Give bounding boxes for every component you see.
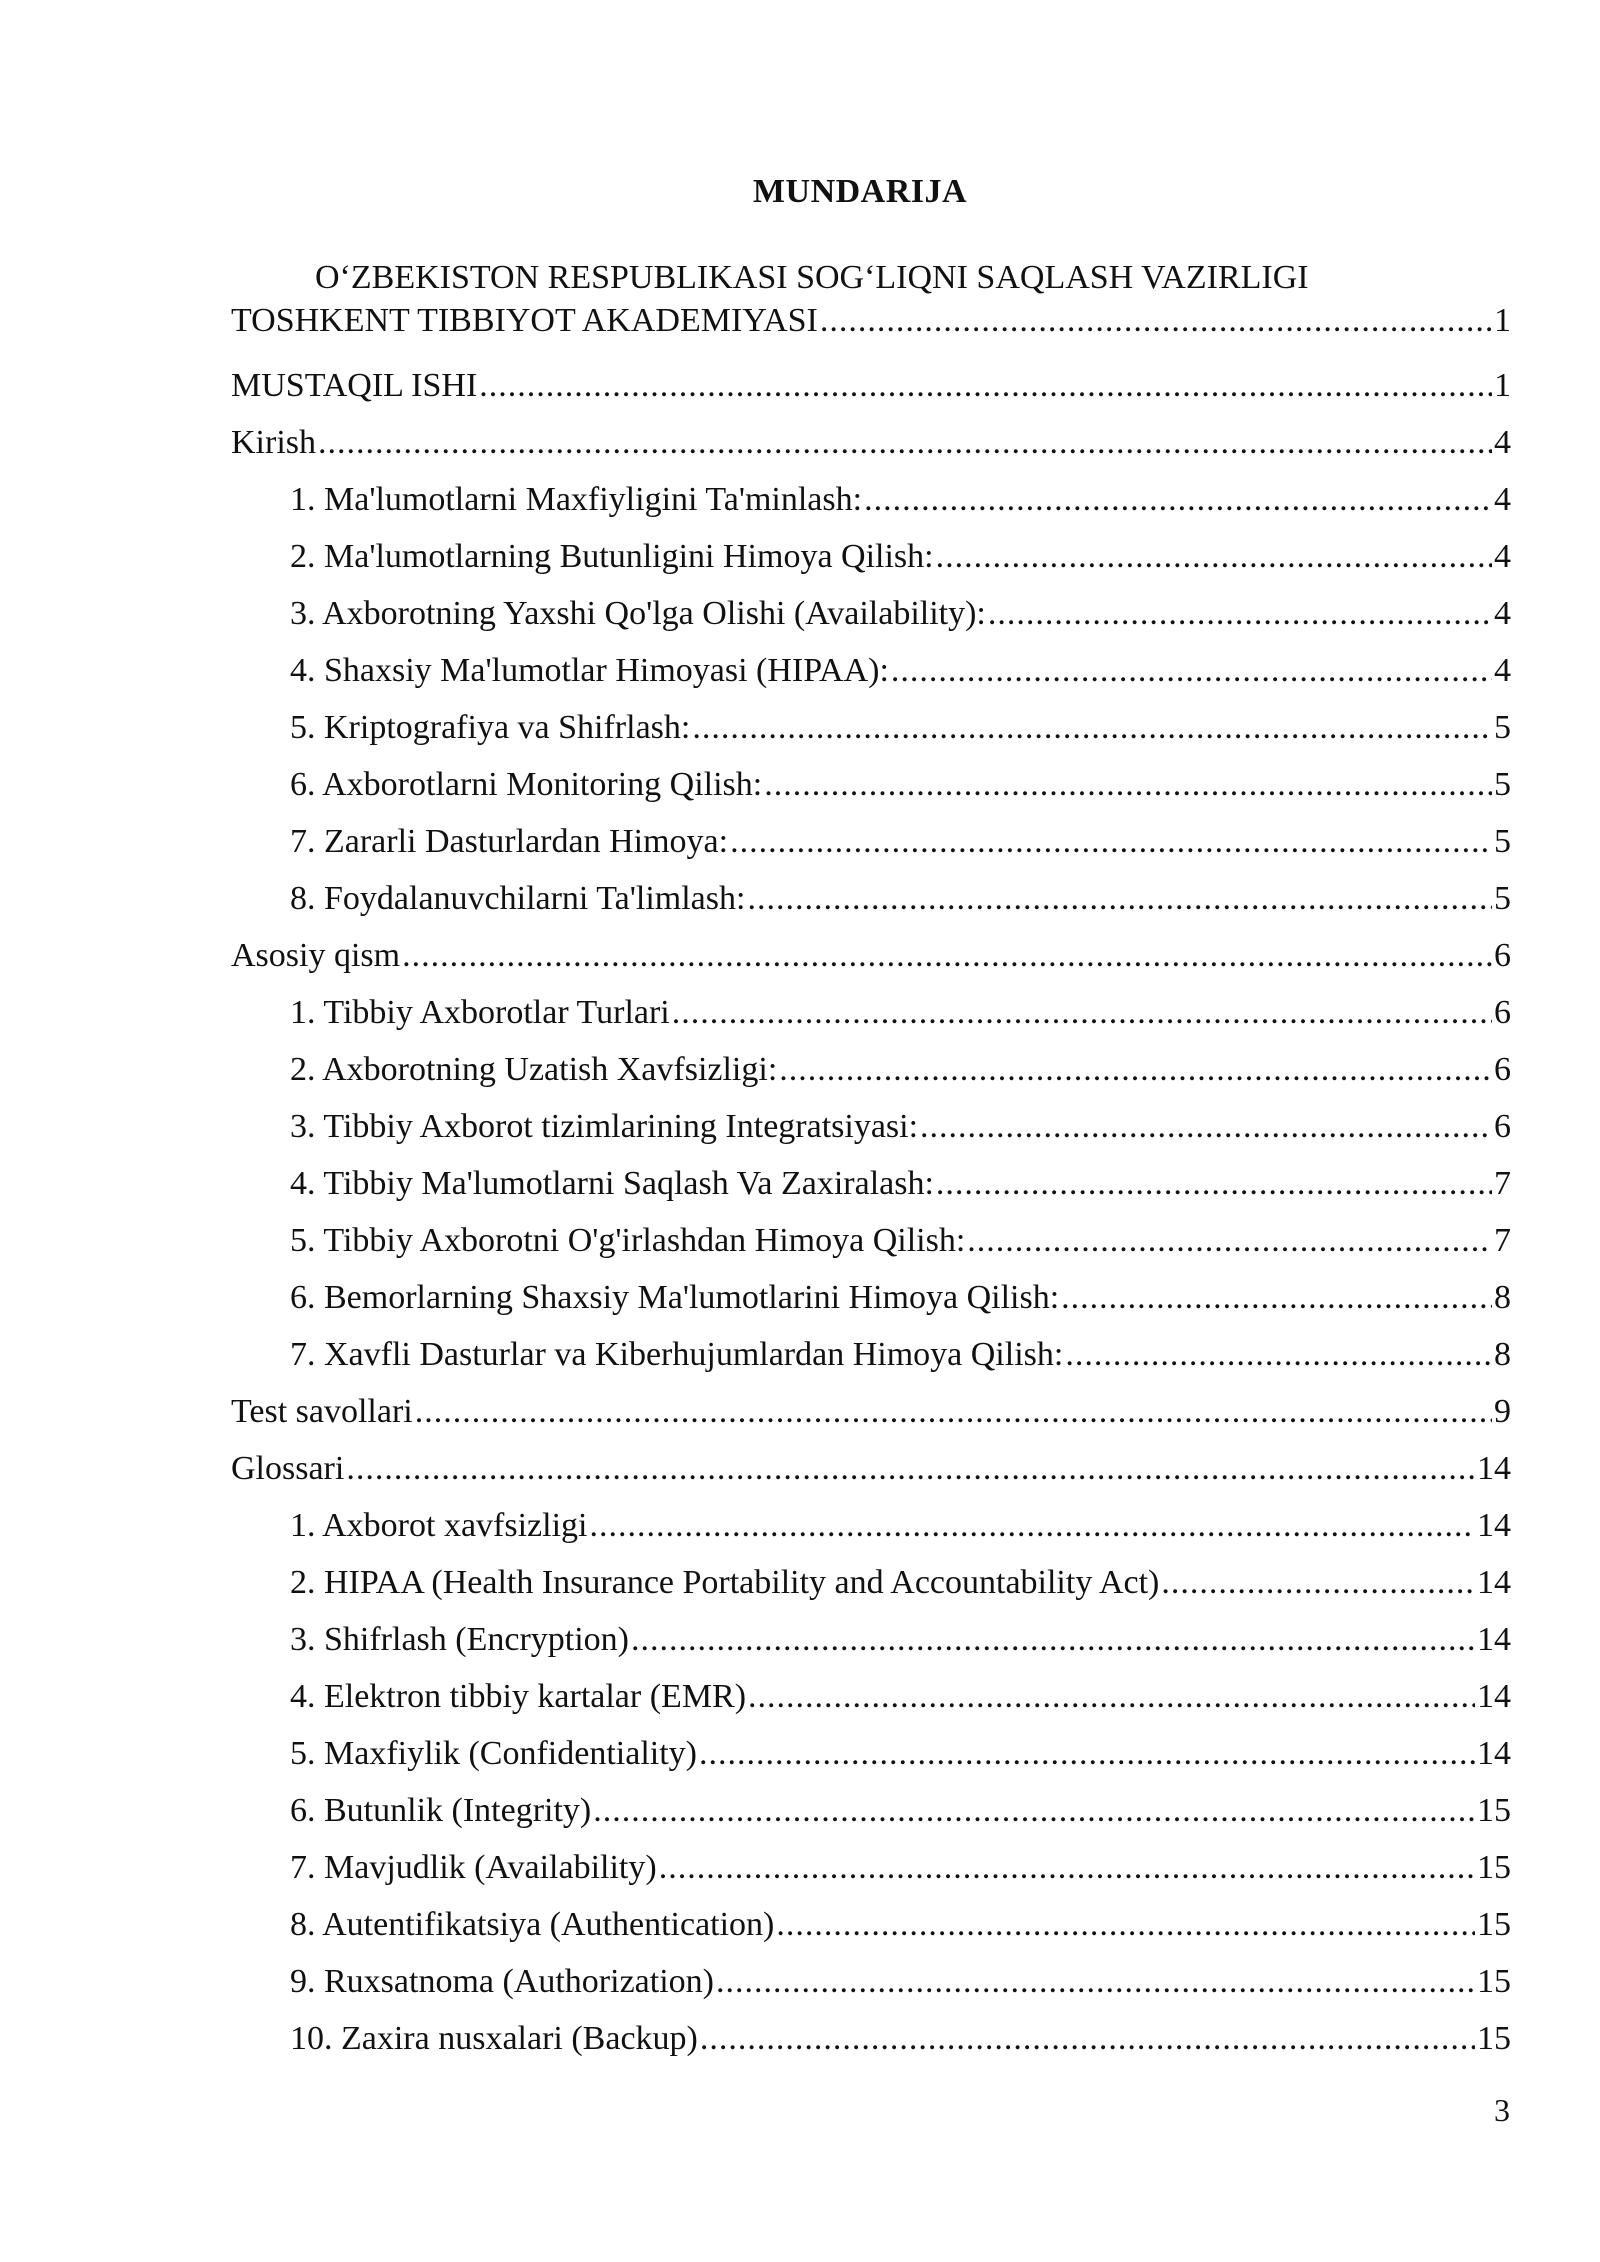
toc-dot-leader [936,1155,1492,1212]
toc-dot-leader [730,813,1492,870]
toc-dot-leader [589,1497,1475,1554]
toc-entry[interactable] [231,1269,1511,1326]
toc-entry[interactable] [231,1896,1511,1953]
toc-entry-label: 4. Shaxsiy Ma'lumotlar Himoyasi (HIPAA): [290,652,889,689]
toc-entry[interactable] [231,1953,1511,2010]
toc-entry[interactable] [231,870,1511,927]
toc-dot-leader [764,756,1492,813]
toc-entry-page: 15 [1477,1792,1511,1829]
toc-entry[interactable] [231,528,1511,585]
toc-entry-label: 3. Tibbiy Axborot tizimlarining Integratsiyasi: [290,1108,919,1145]
toc-entry-label: Test savollari [231,1393,413,1430]
toc-entry-label: MUSTAQIL ISHI [231,367,478,404]
toc-dot-leader [672,984,1492,1041]
toc-entry-label: 7. Xavfli Dasturlar va Kiberhujumlardan Himoya Qilish: [290,1336,1064,1373]
toc-entry-label: TOSHKENT TIBBIYOT AKADEMIYASI [231,302,818,339]
toc-entry-page: 9 [1494,1393,1511,1430]
toc-entry-label: 1. Ma'lumotlarni Maxfiyligini Ta'minlash: [290,481,863,518]
toc-entry-label: 1. Tibbiy Axborotlar Turlari [290,994,670,1031]
toc-entry-page: 7 [1494,1222,1511,1259]
toc-entry-page: 15 [1477,1849,1511,1886]
toc-entry-page: 6 [1494,994,1511,1031]
toc-entry-label: 1. Axborot xavfsizligi [290,1507,588,1544]
toc-entry-institution-line2-row [231,299,1511,342]
toc-entry-page: 1 [1494,367,1511,404]
toc-dot-leader [700,2010,1475,2067]
toc-entry-page: 6 [1494,1051,1511,1088]
toc-entry-label: 8. Foydalanuvchilarni Ta'limlash: [290,880,746,917]
toc-entry-page: 15 [1477,2020,1511,2057]
toc-entry-label: 2. Ma'lumotlarning Butunligini Himoya Qilish: [290,538,934,575]
toc-entry[interactable] [231,414,1511,471]
toc-dot-leader [988,585,1492,642]
toc-entry-page: 8 [1494,1336,1511,1373]
toc-entry-label: 6. Bemorlarning Shaxsiy Ma'lumotlarini Himoya Qilish: [290,1279,1060,1316]
toc-entry-label: 6. Butunlik (Integrity) [290,1792,592,1829]
toc-entry-page: 5 [1494,880,1511,917]
toc-dot-leader [716,1953,1475,2010]
toc-entry-page: 5 [1494,766,1511,803]
toc-dot-leader [692,699,1492,756]
toc-entry-page: 14 [1477,1450,1511,1487]
toc-dot-leader [936,528,1492,585]
toc-entry[interactable] [231,699,1511,756]
toc-entry-page: 4 [1494,481,1511,518]
toc-entry[interactable] [231,1041,1511,1098]
toc-entry-page: 4 [1494,652,1511,689]
toc-dot-leader [747,870,1492,927]
toc-dot-leader [748,1668,1475,1725]
toc-dot-leader [920,1098,1492,1155]
toc-dot-leader [402,927,1492,984]
toc-entry-label: Kirish [231,424,316,461]
toc-dot-leader [318,414,1492,471]
toc-entry-label: 7. Zararli Dasturlardan Himoya: [290,823,729,860]
toc-entry-label: 4. Elektron tibbiy kartalar (EMR) [290,1678,747,1715]
toc-entry[interactable] [231,585,1511,642]
toc-entry[interactable] [231,1782,1511,1839]
toc-entry-list [231,357,1511,2067]
toc-entry-label: 5. Kriptografiya va Shifrlash: [290,709,691,746]
table-of-contents [231,256,1511,2067]
toc-entry-label: 2. Axborotning Uzatish Xavfsizligi: [290,1051,778,1088]
toc-dot-leader [631,1611,1475,1668]
toc-entry[interactable] [231,1155,1511,1212]
toc-entry-page: 15 [1477,1906,1511,1943]
toc-entry[interactable] [231,1497,1511,1554]
toc-entry[interactable] [231,357,1511,414]
toc-entry-label: 2. HIPAA (Health Insurance Portability and Accountability Act) [290,1564,1160,1601]
toc-entry[interactable] [231,1383,1511,1440]
toc-dot-leader [415,1383,1492,1440]
toc-dot-leader [1161,1554,1475,1611]
toc-entry-label: 7. Mavjudlik (Availability) [290,1849,657,1886]
toc-entry-page: 8 [1494,1279,1511,1316]
toc-dot-leader [593,1782,1475,1839]
toc-dot-leader [479,357,1492,414]
toc-dot-leader [967,1212,1492,1269]
toc-dot-leader [1065,1326,1492,1383]
toc-entry[interactable] [231,813,1511,870]
toc-entry[interactable] [231,471,1511,528]
toc-entry-label: 3. Shifrlash (Encryption) [290,1621,629,1658]
toc-entry-page: 6 [1494,937,1511,974]
toc-entry-page: 4 [1494,424,1511,461]
toc-entry-page: 5 [1494,823,1511,860]
toc-entry-page: 15 [1477,1963,1511,2000]
toc-dot-leader [346,1440,1475,1497]
toc-entry-label: 4. Tibbiy Ma'lumotlarni Saqlash Va Zaxiralash: [290,1165,934,1202]
toc-entry-label: 5. Maxfiylik (Confidentiality) [290,1735,697,1772]
toc-entry-page: 6 [1494,1108,1511,1145]
toc-entry[interactable] [231,1611,1511,1668]
toc-dot-leader [820,299,1492,342]
toc-dot-leader [699,1725,1475,1782]
toc-heading: MUNDARIJA [752,173,968,210]
toc-entry[interactable] [231,1326,1511,1383]
toc-entry[interactable] [231,1440,1511,1497]
toc-dot-leader [659,1839,1475,1896]
toc-entry-page: 14 [1477,1678,1511,1715]
toc-entry[interactable] [231,2010,1511,2067]
toc-entry[interactable] [231,1668,1511,1725]
toc-entry-page: 14 [1477,1564,1511,1601]
toc-entry-page: 1 [1494,302,1511,339]
toc-entry-institution-line1: O‘ZBEKISTON RESPUBLIKASI SOG‘LIQNI SAQLASH VAZIRLIGI [315,259,1309,296]
toc-entry-label: Asosiy qism [231,937,401,974]
toc-dot-leader [779,1041,1492,1098]
toc-entry-label: 8. Autentifikatsiya (Authentication) [290,1906,775,1943]
toc-entry-label: 6. Axborotlarni Monitoring Qilish: [290,766,763,803]
toc-entry-page: 14 [1477,1735,1511,1772]
page-number: 3 [1494,2092,1510,2128]
toc-entry-label: 3. Axborotning Yaxshi Qo'lga Olishi (Availability): [290,595,986,632]
toc-entry[interactable] [231,642,1511,699]
toc-entry-institution[interactable] [231,256,1511,346]
toc-dot-leader [891,642,1492,699]
toc-entry-label: 5. Tibbiy Axborotni O'g'irlashdan Himoya Qilish: [290,1222,966,1259]
toc-dot-leader [776,1896,1475,1953]
toc-dot-leader [864,471,1492,528]
toc-entry-page: 4 [1494,538,1511,575]
toc-entry-label: 10. Zaxira nusxalari (Backup) [290,2020,698,2057]
toc-entry[interactable] [231,756,1511,813]
toc-entry-label: Glossari [231,1450,345,1487]
toc-entry-label: 9. Ruxsatnoma (Authorization) [290,1963,714,2000]
toc-entry[interactable] [231,984,1511,1041]
toc-entry[interactable] [231,1839,1511,1896]
toc-entry-page: 14 [1477,1621,1511,1658]
toc-entry-page: 7 [1494,1165,1511,1202]
toc-dot-leader [1061,1269,1492,1326]
toc-entry[interactable] [231,1554,1511,1611]
toc-entry-page: 4 [1494,595,1511,632]
toc-entry[interactable] [231,1212,1511,1269]
toc-entry[interactable] [231,1098,1511,1155]
toc-entry[interactable] [231,1725,1511,1782]
toc-entry[interactable] [231,927,1511,984]
toc-entry-page: 5 [1494,709,1511,746]
toc-entry-page: 14 [1477,1507,1511,1544]
